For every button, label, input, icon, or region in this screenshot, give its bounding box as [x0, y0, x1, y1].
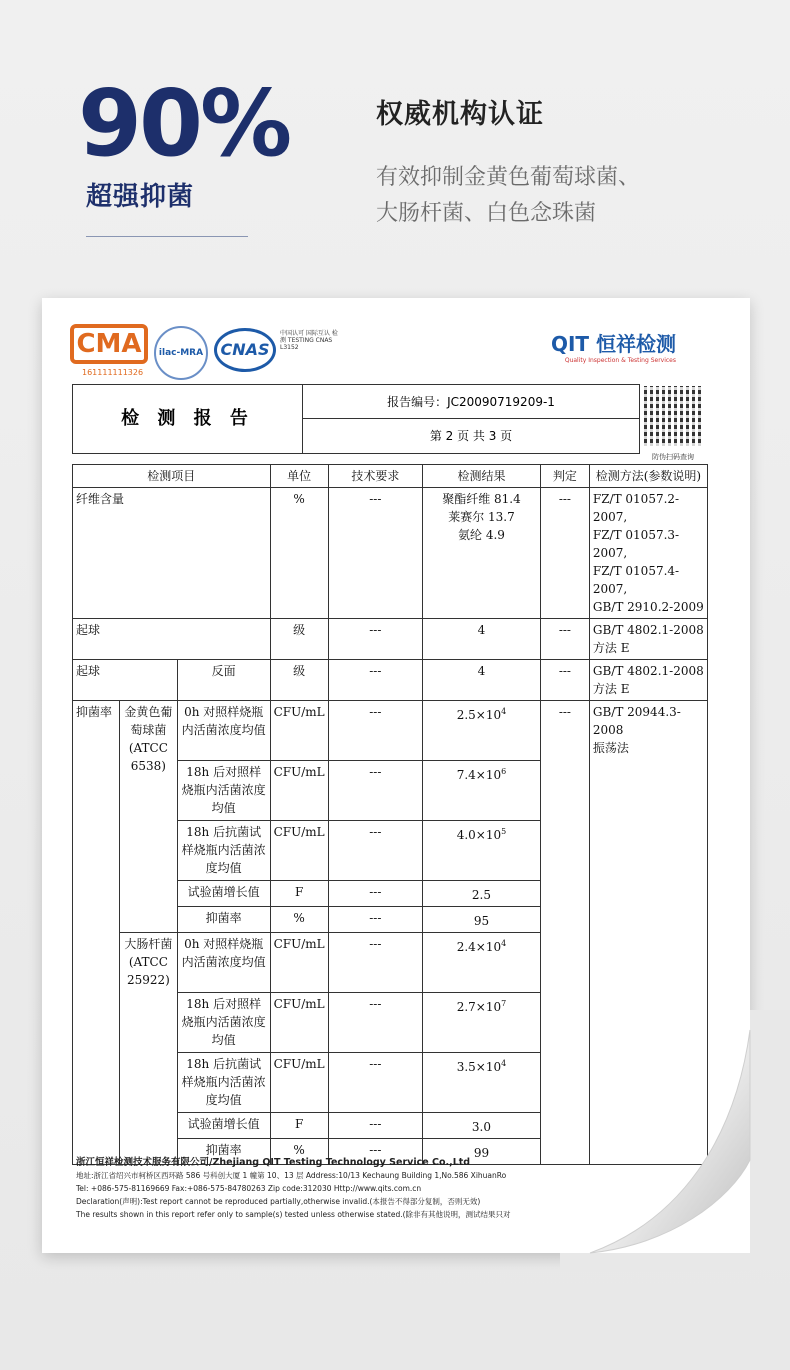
result-base: 7.4×10	[456, 768, 502, 782]
organism-name: 金黄色葡萄球菌	[124, 705, 173, 737]
footer-note: The results shown in this report refer only to sample(s) tested unless otherwise stated.(除非有其他说明，测试结果只对	[76, 1210, 511, 1219]
cell-req: ---	[328, 933, 422, 993]
report-title: 检 测 报 告	[73, 385, 303, 453]
qr-caption: 防伪扫码查询	[652, 453, 694, 461]
cell-result	[423, 881, 541, 907]
table-header-row	[73, 465, 708, 488]
section-desc	[376, 160, 756, 232]
method-line: 方法 E	[592, 682, 630, 696]
result-base: 4.0×10	[456, 828, 502, 842]
footer-company: 浙江恒祥检测技术服务有限公司/Zhejiang QIT Testing Technology Service Co.,Ltd	[76, 1157, 471, 1168]
table-row	[73, 701, 708, 761]
result-line: 氨纶 4.9	[458, 528, 505, 542]
cell-req: ---	[328, 993, 422, 1053]
cell-result	[423, 701, 541, 761]
cell-result	[423, 933, 541, 993]
col-header: 检测结果	[423, 465, 541, 488]
cell-method	[589, 488, 707, 619]
cell-method	[589, 701, 707, 1165]
cell-unit: %	[270, 488, 328, 619]
cell-result	[423, 1113, 541, 1139]
cell-req: ---	[328, 907, 422, 933]
desc-line-2: 大肠杆菌、白色念珠菌	[376, 201, 597, 226]
method-line: GB/T 4802.1-2008	[592, 623, 704, 637]
cell-method	[589, 660, 707, 701]
section-title: 权威机构认证	[376, 99, 544, 130]
method-line: FZ/T 01057.3-2007,	[592, 528, 680, 560]
cell-organism	[120, 933, 178, 1165]
cell-unit: CFU/mL	[270, 701, 328, 761]
cell-req: ---	[328, 821, 422, 881]
cell-req: ---	[328, 660, 422, 701]
organism-code: (ATCC 25922)	[126, 955, 170, 987]
col-header: 技术要求	[328, 465, 422, 488]
result-base: 2.4×10	[456, 940, 502, 954]
result-base: 3.0	[471, 1120, 492, 1134]
method-line: GB/T 4802.1-2008	[592, 664, 704, 678]
table-row	[73, 660, 708, 701]
result-exponent: 4	[501, 1059, 507, 1068]
cell-req: ---	[328, 488, 422, 619]
result-exponent: 7	[501, 999, 507, 1008]
qr-code-icon[interactable]	[644, 386, 704, 446]
cell-unit: %	[270, 907, 328, 933]
cell-result	[423, 488, 541, 619]
qit-logo-text: QIT 恒祥检测	[550, 332, 676, 356]
result-base: 3.5×10	[456, 1060, 502, 1074]
cell-result: 4	[423, 619, 541, 660]
footer-declaration: Declaration(声明):Test report cannot be reproduced partially,otherwise invalid.(本报告不得部分复制，否则无效)	[76, 1197, 481, 1206]
cell-req: ---	[328, 1139, 422, 1165]
desc-line-1: 有效抑制金黄色葡萄球菌、	[376, 165, 641, 190]
organism-code: (ATCC 6538)	[128, 741, 168, 773]
cell-param: 0h 对照样烧瓶内活菌浓度均值	[177, 933, 270, 993]
report-number: 报告编号：JC20090719209-1	[303, 385, 639, 419]
result-exponent: 4	[501, 707, 507, 716]
cell-item: 纤维含量	[73, 488, 271, 619]
sub-label: 超强抑菌	[86, 182, 195, 212]
cell-judge: ---	[540, 701, 589, 1165]
result-line: 聚酯纤维 81.4	[442, 492, 521, 506]
cell-result	[423, 993, 541, 1053]
cell-result: 4	[423, 660, 541, 701]
cell-organism	[120, 701, 178, 933]
cell-unit: F	[270, 1113, 328, 1139]
divider	[86, 236, 248, 237]
footer-address: 地址:浙江省绍兴市柯桥区西环路 586 号科创大厦 1 幢第 10、13 层 Address:10/13 Kechaung Building 1,No.586 XihuanRo	[76, 1171, 507, 1180]
cell-result	[423, 821, 541, 881]
cell-param: 抑菌率	[177, 907, 270, 933]
result-exponent: 5	[501, 827, 507, 836]
cell-result	[423, 907, 541, 933]
cell-result	[423, 1053, 541, 1113]
cell-unit: 级	[270, 619, 328, 660]
col-header: 单位	[270, 465, 328, 488]
method-line: 振荡法	[592, 741, 629, 755]
cell-param: 18h 后抗菌试样烧瓶内活菌浓度均值	[177, 821, 270, 881]
result-base: 2.5×10	[456, 708, 502, 722]
report-footer	[76, 1156, 676, 1221]
method-line: GB/T 2910.2-2009	[592, 600, 704, 614]
cell-judge: ---	[540, 488, 589, 619]
method-line: 方法 E	[592, 641, 630, 655]
table-row	[73, 488, 708, 619]
cell-req: ---	[328, 619, 422, 660]
result-base: 95	[473, 914, 490, 928]
cnas-caption: 中国认可 国际互认 检测 TESTING CNAS L3152	[280, 330, 338, 351]
cell-param: 0h 对照样烧瓶内活菌浓度均值	[177, 701, 270, 761]
report-page: 第 2 页 共 3 页	[429, 429, 513, 443]
cell-unit: CFU/mL	[270, 933, 328, 993]
test-report-paper	[42, 298, 750, 1253]
cell-req: ---	[328, 701, 422, 761]
cell-item: 起球	[73, 619, 271, 660]
cell-method	[589, 619, 707, 660]
organism-name: 大肠杆菌	[124, 937, 173, 951]
cell-param: 试验菌增长值	[177, 881, 270, 907]
method-line: GB/T 20944.3-2008	[592, 705, 681, 737]
cell-param: 试验菌增长值	[177, 1113, 270, 1139]
result-exponent: 6	[501, 767, 507, 776]
col-header: 判定	[540, 465, 589, 488]
method-line: FZ/T 01057.2-2007,	[592, 492, 680, 524]
cell-param: 18h 后对照样烧瓶内活菌浓度均值	[177, 993, 270, 1053]
ilac-mra-logo: ilac-MRA	[154, 326, 208, 380]
cell-subitem: 反面	[177, 660, 270, 701]
result-exponent: 4	[501, 939, 507, 948]
cell-req: ---	[328, 1053, 422, 1113]
result-base: 2.5	[471, 888, 492, 902]
cell-unit: %	[270, 1139, 328, 1165]
cell-param: 抑菌率	[177, 1139, 270, 1165]
cell-unit: CFU/mL	[270, 1053, 328, 1113]
big-percent: 90%	[78, 70, 290, 177]
cell-unit: F	[270, 881, 328, 907]
result-line: 莱赛尔 13.7	[448, 510, 515, 524]
cell-judge: ---	[540, 660, 589, 701]
cell-unit: 级	[270, 660, 328, 701]
qit-subtitle: Quality Inspection & Testing Services	[564, 357, 676, 364]
qit-logo	[551, 328, 676, 364]
cell-item: 抑菌率	[73, 701, 120, 1165]
method-line: FZ/T 01057.4-2007,	[592, 564, 680, 596]
cnas-logo: CNAS	[214, 328, 276, 372]
col-header: 检测项目	[73, 465, 271, 488]
cell-param: 18h 后抗菌试样烧瓶内活菌浓度均值	[177, 1053, 270, 1113]
cell-req: ---	[328, 761, 422, 821]
report-header-box	[72, 384, 640, 454]
result-base: 2.7×10	[456, 1000, 502, 1014]
results-table	[72, 464, 708, 1165]
cma-number: 161111111326	[82, 368, 144, 377]
cell-item: 起球	[73, 660, 178, 701]
cell-unit: CFU/mL	[270, 821, 328, 881]
result-base: 99	[473, 1146, 490, 1160]
cell-param: 18h 后对照样烧瓶内活菌浓度均值	[177, 761, 270, 821]
cell-unit: CFU/mL	[270, 993, 328, 1053]
cell-result	[423, 761, 541, 821]
cert-logos	[70, 324, 390, 384]
cell-req: ---	[328, 881, 422, 907]
cma-logo: CMA	[70, 324, 148, 364]
table-row	[73, 619, 708, 660]
footer-tel: Tel: +086-575-81169669 Fax:+086-575-84780263 Zip code:312030 Http://www.qits.com.cn	[76, 1184, 422, 1193]
cell-req: ---	[328, 1113, 422, 1139]
col-header: 检测方法(参数说明)	[589, 465, 707, 488]
cell-judge: ---	[540, 619, 589, 660]
cell-unit: CFU/mL	[270, 761, 328, 821]
